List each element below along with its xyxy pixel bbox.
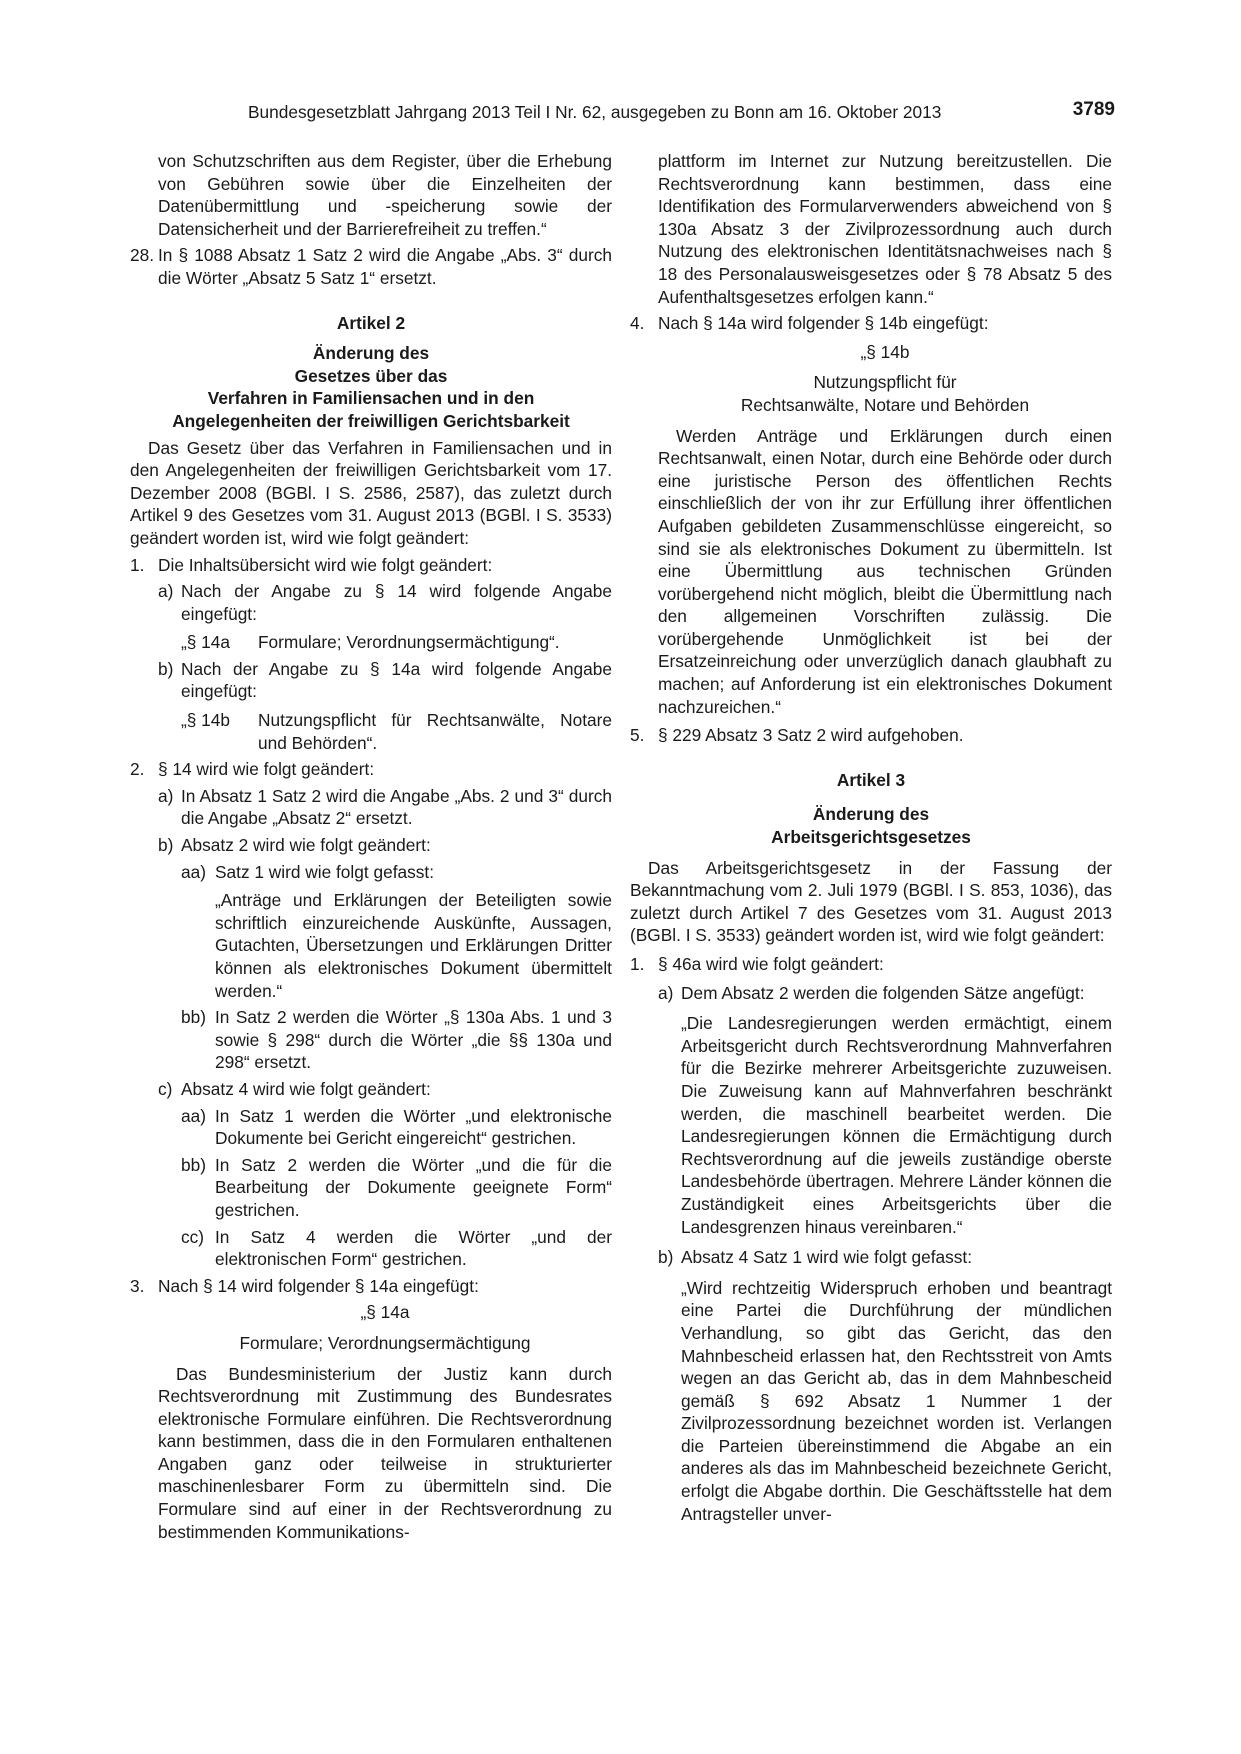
item-text: Nach § 14a wird folgender § 14b eingefügt: (658, 313, 989, 334)
item-number: a) (658, 982, 674, 1003)
list-item-4 (630, 312, 1112, 335)
item-number: bb) (181, 1154, 206, 1175)
item-text: Dem Absatz 2 werden die folgenden Sätze angefügt: (681, 982, 1085, 1003)
item-text: In § 1088 Absatz 1 Satz 2 wird die Angabe „Abs. 3“ durch die Wörter „Absatz 5 Satz 1“ ersetzt. (158, 245, 612, 288)
item-text: Absatz 4 Satz 1 wird wie folgt gefasst: (681, 1247, 973, 1268)
entry-text: Formulare; Verordnungsermächtigung“. (258, 632, 560, 653)
item-number: aa) (181, 1105, 206, 1126)
list-item-2c (158, 1078, 612, 1101)
list-item-3 (130, 1275, 612, 1298)
item-number: bb) (181, 1007, 206, 1028)
heading-line: Änderung des (312, 343, 430, 364)
list-item-1a (658, 982, 1112, 1005)
list-item-2c-cc (181, 1226, 612, 1271)
list-item-2c-bb (181, 1154, 612, 1222)
page-number: 3789 (1072, 99, 1115, 120)
paragraph-body: Das Bundesministerium der Justiz kann durch Rechtsverordnung mit Zustimmung des Bundesrates elektronische Formulare einführen. Die Rechtsverordnung kann bestimmen, dass die in den Formularen enthaltenen Angaben ganz oder teilweise in strukturierter maschinenlesbarer Form zu übermitteln sind. Die Formulare sind auf einer in der Rechtsverordnung zu bestimmenden Kommunikations- (158, 1363, 612, 1542)
quoted-text: „Die Landesregierungen werden ermächtigt, einem Arbeitsgericht durch Rechtsverordnung Mahnverfahren für die Bezirke mehrerer Arbeitsgerichte zuzuweisen. Die Zuweisung kann auf Mahnverfahren beschränkt werden, die maschinell bearbeitet werden. Die Landesregierungen können die Ermächtigung durch Rechtsverordnung auf die jeweils zuständige oberste Landesbehörde übertragen. Mehrere Länder können die Zuständigkeit eines Arbeitsgerichts über die Landesgrenzen hinaus vereinbaren.“ (681, 1013, 1112, 1237)
item-number: b) (658, 1247, 674, 1268)
title-line: Rechtsanwälte, Notare und Behörden (740, 394, 1030, 415)
item-text: Nach der Angabe zu § 14a wird folgende Angabe eingefügt: (181, 658, 612, 702)
item-number: b) (158, 835, 174, 856)
paragraph-number: „§ 14a (360, 1302, 410, 1323)
list-item-1b (658, 1246, 1112, 1269)
item-number: a) (158, 581, 174, 602)
item-text: § 46a wird wie folgt geändert: (658, 954, 884, 974)
item-text: In Absatz 1 Satz 2 wird die Angabe „Abs. 2 und 3“ durch die Angabe „Absatz 2“ ersetzt. (181, 785, 612, 829)
list-item-2b-bb (181, 1006, 612, 1074)
article-3-intro: Das Arbeitsgerichtsgesetz in der Fassung der Bekanntmachung vom 2. Juli 1979 (BGBl. I S. 853, 1036), das zuletzt durch Artikel 7 des Gesetzes vom 31. August 2013 (BGBl. I S. 3533) geändert worden ist, wird wie folgt geändert: (630, 857, 1112, 946)
list-item-5 (630, 724, 1112, 747)
entry-label: „§ 14b (181, 710, 231, 731)
item-number: 5. (630, 725, 645, 746)
list-item-1a (158, 580, 612, 625)
item-text: In Satz 4 werden die Wörter „und der elektronischen Form“ gestrichen. (215, 1226, 612, 1270)
quoted-text: „Anträge und Erklärungen der Beteiligten sowie schriftlich einzureichende Auskünfte, Aussagen, Gutachten, Übersetzungen und Erklärungen Dritter können als elektronisches Dokument übermittelt werden.“ (215, 890, 612, 1001)
item-text: Nach § 14 wird folgender § 14a eingefügt: (158, 1275, 479, 1296)
article-3-heading (630, 803, 1112, 848)
entry-text: Nutzungspflicht für Rechtsanwälte, Notare und Behörden“. (258, 710, 612, 753)
list-item-2b (158, 834, 612, 857)
item-text: In Satz 1 werden die Wörter „und elektronische Dokumente bei Gericht eingereicht“ gestrichen. (215, 1105, 612, 1149)
item-number: a) (158, 785, 174, 806)
list-item-1b (158, 658, 612, 703)
entry-label: „§ 14a (181, 632, 231, 653)
item-text: In Satz 2 werden die Wörter „und die für die Bearbeitung der Dokumente geeignete Form“ gestrichen. (215, 1154, 612, 1220)
paragraph-title: Formulare; Verordnungsermächtigung (239, 1332, 531, 1353)
item-number: aa) (181, 861, 206, 882)
item-text: Absatz 4 wird wie folgt geändert: (181, 1078, 431, 1099)
paragraph-title (658, 371, 1112, 416)
title-line: Nutzungspflicht für (813, 372, 957, 393)
heading-line: Verfahren in Familiensachen und in den (207, 388, 535, 409)
item-number: 4. (630, 313, 645, 334)
item-text: Satz 1 wird wie folgt gefasst: (215, 861, 434, 882)
item-number: 2. (130, 759, 145, 780)
list-item-2c-aa (181, 1105, 612, 1150)
list-item-2a (158, 785, 612, 830)
continued-text: von Schutzschriften aus dem Register, über die Erhebung von Gebühren sowie über die Einzelheiten der Datenübermittlung und -speicherung sowie der Datensicherheit und der Barrierefreiheit zu treffen.“ (158, 151, 612, 239)
article-2-heading (130, 342, 612, 432)
article-2-title: Artikel 2 (336, 312, 406, 333)
quoted-text: „Wird rechtzeitig Widerspruch erhoben und beantragt eine Partei die Durchführung der mündlichen Verhandlung, so gibt das Gericht, das den Mahnbescheid erlassen hat, den Rechtsstreit von Amts wegen an das Gericht ab, das in dem Mahnbescheid gemäß § 692 Absatz 1 Nummer 1 der Zivilprozessordnung bezeichnet worden ist. Verlangen die Parteien übereinstimmend die Abgabe an ein anderes als das im Mahnbescheid bezeichnete Gericht, erfolgt die Abgabe dorthin. Die Geschäftsstelle hat dem Antragsteller unver- (681, 1277, 1112, 1524)
list-item-2 (130, 758, 612, 781)
heading-line: Gesetzes über das (294, 365, 448, 386)
running-header: Bundesgesetzblatt Jahrgang 2013 Teil I Nr. 62, ausgegeben zu Bonn am 16. Oktober 2013 (248, 102, 942, 122)
heading-line: Arbeitsgerichtsgesetzes (771, 827, 971, 848)
list-item-1 (630, 953, 1112, 976)
item-text: § 14 wird wie folgt geändert: (158, 759, 375, 780)
item-number: 1. (130, 554, 145, 575)
list-item-2b-aa (181, 861, 612, 884)
item-number: 3. (130, 1275, 145, 1296)
item-text: Die Inhaltsübersicht wird wie folgt geändert: (158, 554, 493, 575)
heading-line: Änderung des (812, 804, 930, 825)
article-3-title: Artikel 3 (836, 769, 906, 790)
article-2-intro: Das Gesetz über das Verfahren in Familiensachen und in den Angelegenheiten der freiwilligen Gerichtsbarkeit vom 17. Dezember 2008 (BGBl. I S. 2586, 2587), das zuletzt durch Artikel 9 des Gesetzes vom 31. August 2013 (BGBl. I S. 3533) geändert worden ist, wird wie folgt geändert: (130, 437, 612, 548)
item-number: cc) (181, 1226, 205, 1247)
toc-entry-14b (181, 709, 612, 754)
list-item-28 (130, 244, 612, 289)
heading-line: Angelegenheiten der freiwilligen Gerichtsbarkeit (172, 410, 570, 431)
item-text: In Satz 2 werden die Wörter „§ 130a Abs. 1 und 3 sowie § 298“ durch die Wörter „die §§ 130a und 298“ ersetzt. (215, 1007, 612, 1073)
item-text: Nach der Angabe zu § 14 wird folgende Angabe eingefügt: (181, 581, 612, 624)
toc-entry-14a (181, 631, 612, 654)
left-column (130, 150, 612, 1543)
item-number: c) (158, 1078, 173, 1099)
paragraph-body: Werden Anträge und Erklärungen durch einen Rechtsanwalt, einen Notar, durch eine Behörde oder durch eine juristische Person des öffentlichen Rechts einschließlich der von ihr zur Erfüllung ihrer öffentlichen Aufgaben gebildeten Zusammenschlüsse eingereicht, so sind sie als elektronisches Dokument zu übermitteln. Ist eine Übermittlung aus technischen Gründen vorübergehend nicht möglich, bleibt die Übermittlung nach den allgemeinen Vorschriften zulässig. Die vorübergehende Unmöglichkeit ist bei der Ersatzeinreichung oder unverzüglich danach glaubhaft zu machen; auf Anforderung ist ein elektronisches Dokument nachzureichen.“ (658, 425, 1112, 717)
continued-text: plattform im Internet zur Nutzung bereitzustellen. Die Rechtsverordnung kann bestimmen, dass eine Identifikation des Formularverwenders abweichend von § 130a Absatz 3 der Zivilprozessordnung auch durch Nutzung des elektronischen Identitätsnachweises nach § 18 des Personalausweisgesetzes oder § 78 Absatz 5 des Aufenthaltsgesetzes erfolgen kann.“ (658, 151, 1112, 307)
item-text: Absatz 2 wird wie folgt geändert: (181, 835, 431, 856)
right-column (630, 150, 1112, 1525)
paragraph-number: „§ 14b (860, 341, 910, 362)
item-text: § 229 Absatz 3 Satz 2 wird aufgehoben. (658, 725, 964, 746)
item-number: b) (158, 658, 174, 679)
item-number: 1. (630, 954, 645, 974)
item-number: 28. (130, 245, 155, 266)
list-item-1 (130, 554, 612, 577)
